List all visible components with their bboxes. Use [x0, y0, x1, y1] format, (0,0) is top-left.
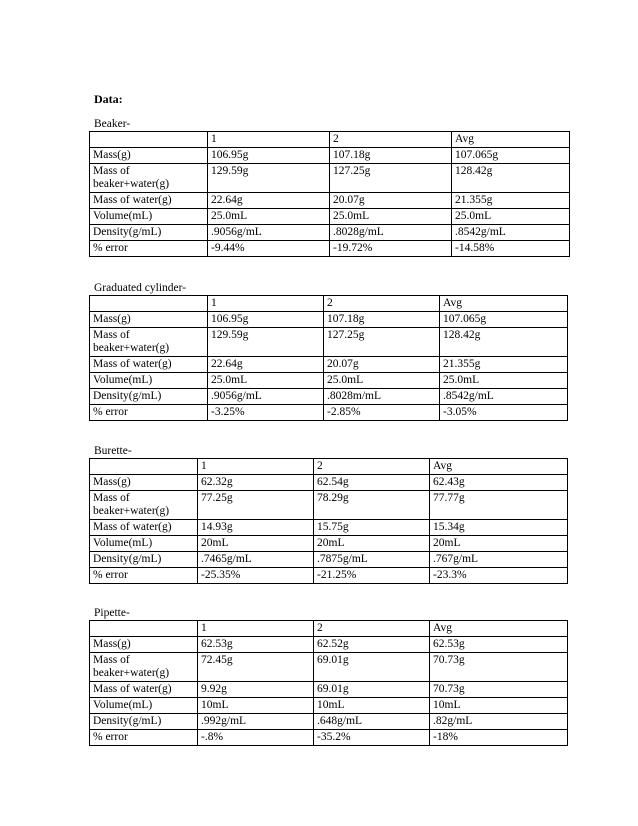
table-row	[90, 389, 568, 405]
table-cell: -18%	[430, 730, 568, 746]
table-cell: 15.34g	[430, 520, 568, 536]
table-cell: .992g/mL	[198, 714, 314, 730]
table-cell: 69.01g	[314, 653, 430, 682]
table-row	[90, 241, 570, 257]
table-cell: 127.25g	[330, 164, 452, 193]
table-row	[90, 475, 568, 491]
data-heading: Data:	[94, 92, 123, 106]
row-label: Mass of beaker+water(g)	[90, 491, 198, 520]
table-cell: -.8%	[198, 730, 314, 746]
table-cell: -21.25%	[314, 568, 430, 584]
header-cell: Avg	[430, 459, 568, 475]
table-row	[90, 373, 568, 389]
table-cell: 62.53g	[198, 637, 314, 653]
header-cell: 1	[208, 296, 324, 312]
table-cell: 25.0mL	[330, 209, 452, 225]
table-cell: 62.32g	[198, 475, 314, 491]
table-cell: 21.355g	[452, 193, 570, 209]
row-label: Mass of water(g)	[90, 520, 198, 536]
header-cell: 2	[314, 459, 430, 475]
table-cell: 10mL	[430, 698, 568, 714]
row-label: % error	[90, 568, 198, 584]
row-label: Volume(mL)	[90, 209, 208, 225]
table-header-row	[90, 459, 568, 475]
table-cell: -23.3%	[430, 568, 568, 584]
table-row	[90, 653, 568, 682]
header-cell	[90, 621, 198, 637]
beaker-table	[89, 131, 570, 257]
table-cell: 62.54g	[314, 475, 430, 491]
table-cell: .648g/mL	[314, 714, 430, 730]
table-cell: 25.0mL	[440, 373, 568, 389]
row-label: Mass(g)	[90, 312, 208, 328]
table-cell: 128.42g	[440, 328, 568, 357]
row-label: Density(g/mL)	[90, 225, 208, 241]
table-cell: -9.44%	[208, 241, 330, 257]
row-label: Mass(g)	[90, 637, 198, 653]
burette-table	[89, 458, 568, 584]
table-row	[90, 637, 568, 653]
table-cell: 25.0mL	[208, 373, 324, 389]
table-cell: -19.72%	[330, 241, 452, 257]
table-cell: 70.73g	[430, 682, 568, 698]
table-cell: 22.64g	[208, 357, 324, 373]
table-row	[90, 730, 568, 746]
table-cell: 129.59g	[208, 328, 324, 357]
table-cell: 20.07g	[330, 193, 452, 209]
header-cell: Avg	[452, 132, 570, 148]
table-row	[90, 357, 568, 373]
graduated-cylinder-section-label: Graduated cylinder-	[94, 282, 187, 294]
burette-section-label: Burette-	[94, 445, 132, 457]
table-row	[90, 225, 570, 241]
table-cell: 107.065g	[440, 312, 568, 328]
header-cell: 1	[198, 459, 314, 475]
row-label: Density(g/mL)	[90, 714, 198, 730]
table-cell: 129.59g	[208, 164, 330, 193]
table-cell: .7465g/mL	[198, 552, 314, 568]
table-cell: .8542g/mL	[452, 225, 570, 241]
table-cell: 25.0mL	[452, 209, 570, 225]
table-cell: .8028m/mL	[324, 389, 440, 405]
header-cell: 2	[314, 621, 430, 637]
table-cell: 107.065g	[452, 148, 570, 164]
table-header-row	[90, 621, 568, 637]
table-cell: 20mL	[314, 536, 430, 552]
row-label: Mass of water(g)	[90, 193, 208, 209]
table-header-row	[90, 132, 570, 148]
row-label: Density(g/mL)	[90, 552, 198, 568]
table-cell: .8542g/mL	[440, 389, 568, 405]
header-cell: 1	[208, 132, 330, 148]
row-label: Volume(mL)	[90, 536, 198, 552]
row-label: Mass(g)	[90, 148, 208, 164]
table-row	[90, 698, 568, 714]
table-cell: 70.73g	[430, 653, 568, 682]
table-cell: 69.01g	[314, 682, 430, 698]
row-label: Density(g/mL)	[90, 389, 208, 405]
table-row	[90, 209, 570, 225]
table-row	[90, 148, 570, 164]
table-cell: 77.25g	[198, 491, 314, 520]
pipette-table	[89, 620, 568, 746]
table-cell: .8028g/mL	[330, 225, 452, 241]
table-cell: 25.0mL	[324, 373, 440, 389]
table-cell: 127.25g	[324, 328, 440, 357]
table-cell: 106.95g	[208, 312, 324, 328]
table-cell: 14.93g	[198, 520, 314, 536]
table-cell: -3.05%	[440, 405, 568, 421]
table-row	[90, 714, 568, 730]
table-cell: 107.18g	[324, 312, 440, 328]
table-cell: 15.75g	[314, 520, 430, 536]
row-label: Mass of beaker+water(g)	[90, 164, 208, 193]
header-cell	[90, 459, 198, 475]
table-cell: 10mL	[314, 698, 430, 714]
table-cell: -14.58%	[452, 241, 570, 257]
table-cell: .767g/mL	[430, 552, 568, 568]
table-cell: .9056g/mL	[208, 389, 324, 405]
table-cell: .9056g/mL	[208, 225, 330, 241]
row-label: Mass of beaker+water(g)	[90, 653, 198, 682]
table-cell: 21.355g	[440, 357, 568, 373]
row-label: Mass of water(g)	[90, 357, 208, 373]
header-cell: 2	[324, 296, 440, 312]
row-label: Mass of beaker+water(g)	[90, 328, 208, 357]
table-row	[90, 193, 570, 209]
table-cell: 62.53g	[430, 637, 568, 653]
table-cell: 9.92g	[198, 682, 314, 698]
header-cell	[90, 132, 208, 148]
table-row	[90, 312, 568, 328]
row-label: Volume(mL)	[90, 373, 208, 389]
table-cell: .7875g/mL	[314, 552, 430, 568]
table-cell: 78.29g	[314, 491, 430, 520]
header-cell: 1	[198, 621, 314, 637]
table-cell: 62.43g	[430, 475, 568, 491]
table-cell: -3.25%	[208, 405, 324, 421]
table-cell: 106.95g	[208, 148, 330, 164]
table-row	[90, 568, 568, 584]
table-row	[90, 328, 568, 357]
table-cell: 128.42g	[452, 164, 570, 193]
table-row	[90, 520, 568, 536]
header-cell: 2	[330, 132, 452, 148]
table-cell: 62.52g	[314, 637, 430, 653]
table-row	[90, 682, 568, 698]
graduated-cylinder-table	[89, 295, 568, 421]
table-cell: 20.07g	[324, 357, 440, 373]
table-row	[90, 405, 568, 421]
table-cell: 107.18g	[330, 148, 452, 164]
table-row	[90, 164, 570, 193]
table-cell: 20mL	[198, 536, 314, 552]
table-row	[90, 552, 568, 568]
pipette-section-label: Pipette-	[94, 607, 130, 619]
table-cell: .82g/mL	[430, 714, 568, 730]
table-cell: -25.35%	[198, 568, 314, 584]
row-label: Volume(mL)	[90, 698, 198, 714]
table-cell: 10mL	[198, 698, 314, 714]
row-label: % error	[90, 241, 208, 257]
table-cell: 20mL	[430, 536, 568, 552]
row-label: % error	[90, 730, 198, 746]
table-header-row	[90, 296, 568, 312]
header-cell	[90, 296, 208, 312]
table-cell: 72.45g	[198, 653, 314, 682]
table-cell: 25.0mL	[208, 209, 330, 225]
row-label: Mass(g)	[90, 475, 198, 491]
header-cell: Avg	[440, 296, 568, 312]
table-cell: 77.77g	[430, 491, 568, 520]
beaker-section-label: Beaker-	[94, 118, 131, 130]
header-cell: Avg	[430, 621, 568, 637]
row-label: % error	[90, 405, 208, 421]
table-cell: 22.64g	[208, 193, 330, 209]
table-row	[90, 491, 568, 520]
row-label: Mass of water(g)	[90, 682, 198, 698]
table-cell: -35.2%	[314, 730, 430, 746]
table-cell: -2.85%	[324, 405, 440, 421]
table-row	[90, 536, 568, 552]
